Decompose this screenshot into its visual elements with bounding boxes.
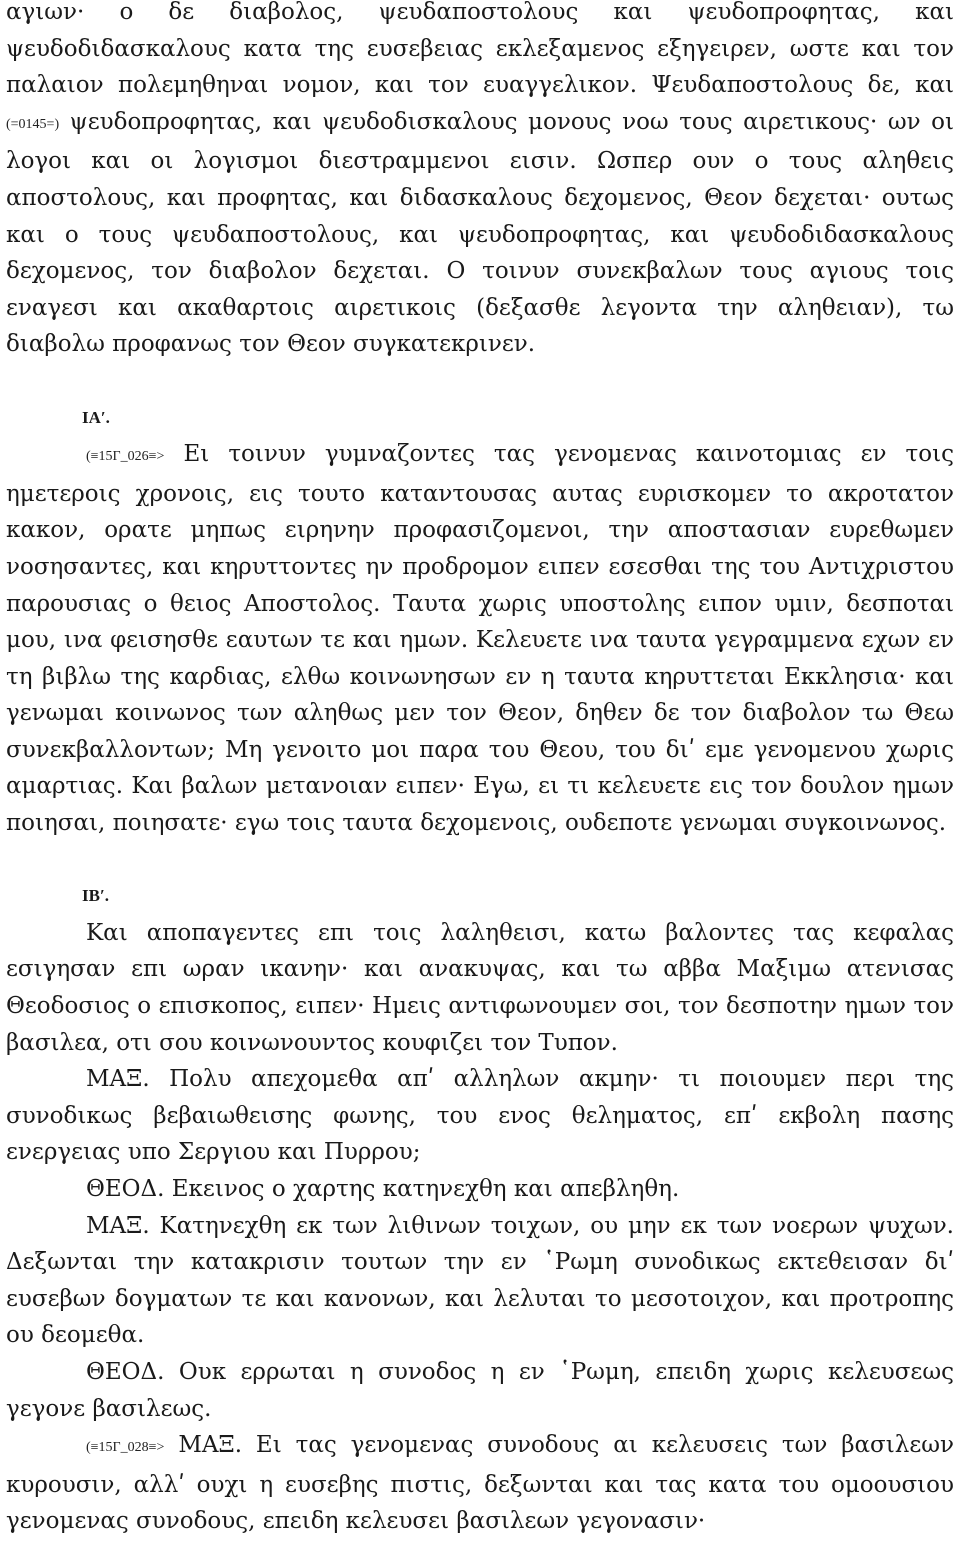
paragraph [6, 436, 954, 842]
paragraph: ΜΑΞ. Πολυ απεχομεθα απʹ αλληλων ακμην· τι ποιουμεν περι της συνοδικως βεβαιωθεισης φωνης, του ενος θεληματος, επʹ εκβολη πασης ενεργειας υπο Σεργιου και Πυρρου; [6, 1066, 954, 1166]
paragraph: ΜΑΞ. Κατηνεχθη εκ των λιθινων τοιχων, ου μην εκ των νοερων ψυχων. Δεξωνται την κατακρισιν τουτων την εν ῾Ρωμη συνοδικως εκτεθεισαν διʹ ευσεβων δογματων τε και κανονων, και λελυται το μεσοτοιχον, και προτροπης ου δεομεθα. [6, 1212, 954, 1349]
paragraph: ΘΕΟΔ. Ουκ ερρωται η συνοδος η εν ῾Ρωμη, επειδη χωρις κελευσεως γεγονε βασιλεως. [6, 1358, 954, 1422]
page-marker: (≡15Γ_028≡> [86, 1440, 165, 1456]
page-marker: (=0145=) [6, 116, 60, 132]
paragraph [6, 0, 954, 363]
paragraph [6, 1427, 954, 1540]
paragraph: Και αποπαγεντες επι τοις λαληθεισι, κατω βαλοντες τας κεφαλας εσιγησαν επι ωραν ικανην· και ανακυψας, και τω αββα Μαξιμω ατενισας Θεοδοσιος ο επισκοπος, ειπεν· Ημεις αντιφωνουμεν σοι, τον δεσποτην ημων τον βασιλεα, οτι σου κοινωνουντος κουφιζει τον Τυπον. [6, 919, 954, 1056]
spacer [6, 363, 954, 400]
page-marker: (≡15Γ_026≡> [86, 449, 165, 465]
section-heading: ΙΒʹ. [82, 886, 109, 906]
paragraph-text: ψευδοπροφητας, και ψευδοδισκαλους μονους νοω τους αιρετικους· ων οι λογοι και οι λογισμοι διεστραμμενοι εισιν. Ωσπερ ουν ο τους αληθεις αποστολους, και προφητας, και διδασκαλους δεχομενος, Θεον δεχεται· ουτως και ο τους ψευδαποστολους, και ψευδοπροφητας, και ψευδοδιδασκαλους δεχομενος, τον διαβολον δεχεται. Ο τοινυν συνεκβαλων τους αγιους τοις εναγεσι και ακαθαρτοις αιρετικοις (δεξασθε λεγοντα την αληθειαν), τω διαβολω προφανως τον Θεον συγκατεκρινεν. [6, 108, 954, 358]
section-heading: ΙΑʹ. [82, 407, 110, 427]
document-page [6, 0, 954, 1540]
paragraph-text: Ει τοινυν γυμναζοντες τας γενομενας καινοτομιας εν τοις ημετεροις χρονοις, εις τουτο καταντουσας αυτας ευρισκομεν το ακροτατον κακον, ορατε μηπως ειρηνην προφασιζομενοι, την αποστασιαν ευρεθωμεν νοσησαντες, και κηρυττοντες ην προδρομον ειπεν εσεσθαι της του Αντιχριστου παρουσιας ο θειος Αποστολος. Ταυτα χωρις υποστολης ειπον υμιν, δεσποται μου, ινα φεισησθε εαυτων τε και ημων. Κελευετε ινα ταυτα γεγραμμενα εχων εν τη βιβλω της καρδιας, ελθω κοινωνησων εν η ταυτα κηρυττεται Εκκλησια· και γενωμαι κοινωνος των αληθως μεν τον Θεον, δηθεν δε τον διαβολον τω Θεω συνεκβαλλοντων; Μη γενοιτο μοι παρα του Θεου, του διʹ εμε γενομενου χωρις αμαρτιας. Και βαλων μετανοιαν ειπεν· Εγω, ει τι κελευετε εις τον δουλον ημων ποιησαι, ποιησατε· εγω τοις ταυτα δεχομενοις, ουδεποτε γενωμαι συγκοινωνος. [6, 441, 954, 837]
spacer [6, 842, 954, 879]
paragraph-text: ΜΑΞ. Ει τας γενομενας συνοδους αι κελευσεις των βασιλεων κυρουσιν, αλλʹ ουχι η ευσεβης πιστις, δεξωνται και τας κατα του ομοουσιου γενομενας συνοδους, επειδη κελευσει βασιλεων γεγονασιν· [6, 1432, 954, 1535]
paragraph-text: αγιων· ο δε διαβολος, ψευδαποστολους και ψευδοπροφητας, και ψευδοδιδασκαλους κατα της ευσεβειας εκλεξαμενος εξηγειρεν, ωστε και τον παλαιον πολεμηθηναι νομον, και τον ευαγγελικον. Ψευδαποστολους δε, και [6, 0, 954, 99]
paragraph: ΘΕΟΔ. Εκεινος ο χαρτης κατηνεχθη και απεβληθη. [86, 1176, 680, 1202]
